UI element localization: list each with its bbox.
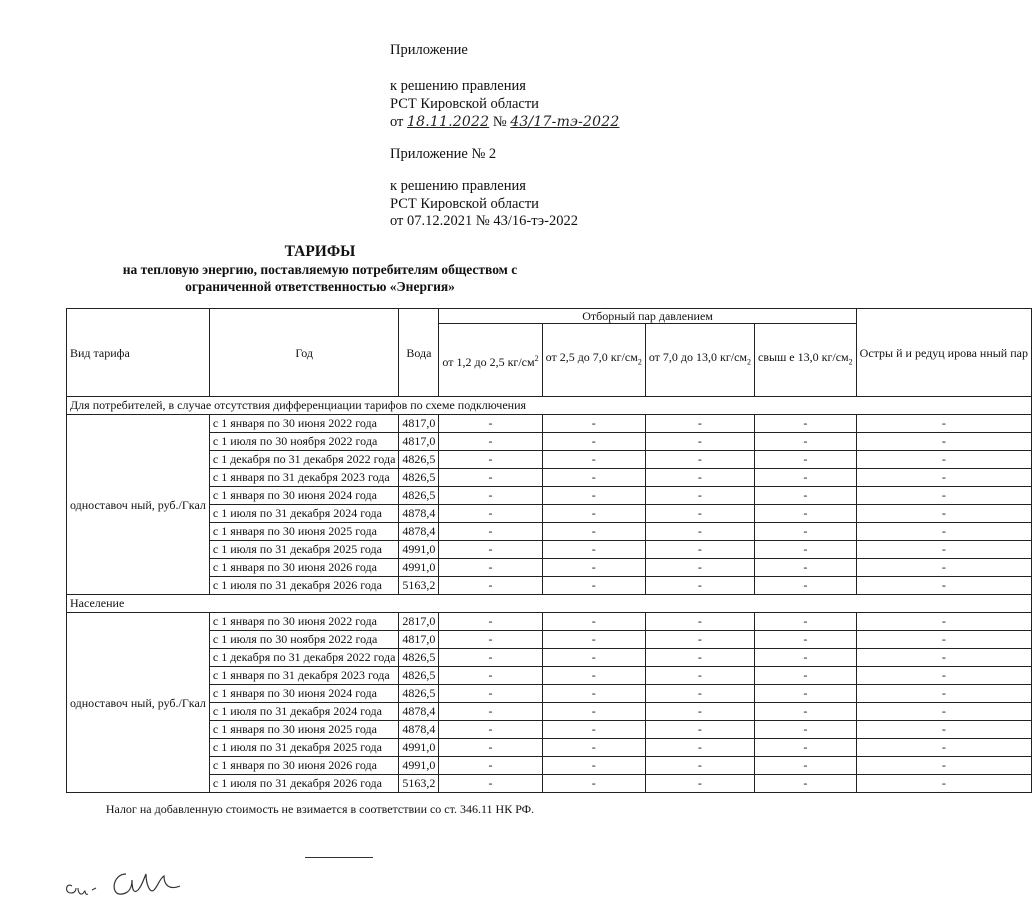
table-row bbox=[67, 613, 1032, 631]
water-tariff-cell: 4991,0 bbox=[399, 757, 439, 775]
water-tariff-cell: 2817,0 bbox=[399, 613, 439, 631]
sharp-steam-cell: - bbox=[856, 577, 1031, 595]
period-cell: с 1 июля по 30 ноября 2022 года bbox=[209, 631, 399, 649]
steam-p2-cell: - bbox=[542, 739, 645, 757]
table-row bbox=[67, 577, 1032, 595]
vat-note: Налог на добавленную стоимость не взимается в соответствии со ст. 346.11 НК РФ. bbox=[105, 802, 535, 816]
section-title: Население bbox=[67, 595, 1032, 613]
decision-line-1: к решению правления bbox=[390, 78, 526, 94]
steam-p2-cell: - bbox=[542, 631, 645, 649]
steam-p3-cell: - bbox=[645, 451, 754, 469]
steam-p2-cell: - bbox=[542, 577, 645, 595]
sharp-steam-cell: - bbox=[856, 559, 1031, 577]
steam-p2-cell: - bbox=[542, 613, 645, 631]
steam-p2-cell: - bbox=[542, 451, 645, 469]
steam-p3-cell: - bbox=[645, 631, 754, 649]
steam-p3-cell: - bbox=[645, 757, 754, 775]
section-header-row bbox=[67, 595, 1032, 613]
water-tariff-cell: 4991,0 bbox=[399, 559, 439, 577]
table-row bbox=[67, 757, 1032, 775]
steam-p3-cell: - bbox=[645, 577, 754, 595]
steam-p2-cell: - bbox=[542, 505, 645, 523]
handwritten-date: 18.11.2022 bbox=[407, 114, 490, 130]
steam-p3-cell: - bbox=[645, 433, 754, 451]
steam-p1-cell: - bbox=[439, 469, 542, 487]
appendix-2-title: Приложение № 2 bbox=[390, 146, 497, 162]
steam-p1-cell: - bbox=[439, 631, 542, 649]
table-row bbox=[67, 685, 1032, 703]
steam-p4-cell: - bbox=[755, 757, 857, 775]
sharp-steam-cell: - bbox=[856, 649, 1031, 667]
water-tariff-cell: 4817,0 bbox=[399, 433, 439, 451]
sharp-steam-cell: - bbox=[856, 487, 1031, 505]
steam-p1-cell: - bbox=[439, 703, 542, 721]
water-tariff-cell: 4826,5 bbox=[399, 649, 439, 667]
steam-p3-cell: - bbox=[645, 505, 754, 523]
period-cell: с 1 января по 30 июня 2026 года bbox=[209, 559, 399, 577]
steam-p3-cell: - bbox=[645, 415, 754, 433]
water-tariff-cell: 4817,0 bbox=[399, 631, 439, 649]
steam-p2-cell: - bbox=[542, 649, 645, 667]
period-cell: с 1 января по 30 июня 2026 года bbox=[209, 757, 399, 775]
steam-p4-cell: - bbox=[755, 739, 857, 757]
steam-p1-cell: - bbox=[439, 559, 542, 577]
period-cell: с 1 января по 31 декабря 2023 года bbox=[209, 469, 399, 487]
steam-p2-cell: - bbox=[542, 757, 645, 775]
steam-p3-cell: - bbox=[645, 667, 754, 685]
period-cell: с 1 января по 30 июня 2024 года bbox=[209, 487, 399, 505]
steam-p4-cell: - bbox=[755, 523, 857, 541]
steam-p1-cell: - bbox=[439, 649, 542, 667]
sharp-steam-cell: - bbox=[856, 505, 1031, 523]
tariff-table-body bbox=[67, 397, 1032, 793]
steam-p3-cell: - bbox=[645, 523, 754, 541]
sharp-steam-cell: - bbox=[856, 757, 1031, 775]
sharp-steam-cell: - bbox=[856, 631, 1031, 649]
period-cell: с 1 июля по 31 декабря 2026 года bbox=[209, 577, 399, 595]
steam-p1-cell: - bbox=[439, 613, 542, 631]
col-header-steam-group: Отборный пар давлением bbox=[439, 309, 856, 324]
steam-p4-cell: - bbox=[755, 775, 857, 793]
period-cell: с 1 июля по 30 ноября 2022 года bbox=[209, 433, 399, 451]
water-tariff-cell: 4878,4 bbox=[399, 703, 439, 721]
steam-p1-cell: - bbox=[439, 523, 542, 541]
steam-p1-cell: - bbox=[439, 433, 542, 451]
number-label: № bbox=[492, 114, 507, 130]
sharp-steam-cell: - bbox=[856, 433, 1031, 451]
steam-p1-cell: - bbox=[439, 451, 542, 469]
steam-p1-cell: - bbox=[439, 487, 542, 505]
col-header-p1: от 1,2 до 2,5 $кг/см^2$ bbox=[439, 324, 542, 397]
steam-p4-cell: - bbox=[755, 487, 857, 505]
steam-p3-cell: - bbox=[645, 685, 754, 703]
steam-p4-cell: - bbox=[755, 649, 857, 667]
table-row bbox=[67, 523, 1032, 541]
steam-p1-cell: - bbox=[439, 415, 542, 433]
steam-p1-cell: - bbox=[439, 505, 542, 523]
period-cell: с 1 января по 30 июня 2025 года bbox=[209, 523, 399, 541]
table-row bbox=[67, 469, 1032, 487]
steam-p4-cell: - bbox=[755, 559, 857, 577]
tariff-kind-cell: одноставоч ный, руб./Гкал bbox=[67, 415, 210, 595]
period-cell: с 1 января по 31 декабря 2023 года bbox=[209, 667, 399, 685]
water-tariff-cell: 4991,0 bbox=[399, 541, 439, 559]
water-tariff-cell: 4878,4 bbox=[399, 505, 439, 523]
steam-p2-cell: - bbox=[542, 487, 645, 505]
sharp-steam-cell: - bbox=[856, 523, 1031, 541]
steam-p1-cell: - bbox=[439, 541, 542, 559]
steam-p2-cell: - bbox=[542, 721, 645, 739]
steam-p4-cell: - bbox=[755, 433, 857, 451]
steam-p4-cell: - bbox=[755, 469, 857, 487]
table-row bbox=[67, 631, 1032, 649]
steam-p2-cell: - bbox=[542, 541, 645, 559]
steam-p1-cell: - bbox=[439, 757, 542, 775]
water-tariff-cell: 4826,5 bbox=[399, 667, 439, 685]
header-row-1 bbox=[67, 309, 1032, 324]
sharp-steam-cell: - bbox=[856, 721, 1031, 739]
section-title: Для потребителей, в случае отсутствия дифференциации тарифов по схеме подключения bbox=[67, 397, 1032, 415]
water-tariff-cell: 4991,0 bbox=[399, 739, 439, 757]
decision2-line-1: к решению правления bbox=[390, 178, 526, 194]
steam-p4-cell: - bbox=[755, 685, 857, 703]
col-header-p2: от 2,5 до 7,0 $кг/см_2$ bbox=[542, 324, 645, 397]
steam-p4-cell: - bbox=[755, 667, 857, 685]
period-cell: с 1 декабря по 31 декабря 2022 года bbox=[209, 649, 399, 667]
table-row bbox=[67, 487, 1032, 505]
steam-p2-cell: - bbox=[542, 415, 645, 433]
from-label: от bbox=[390, 114, 404, 130]
steam-p4-cell: - bbox=[755, 505, 857, 523]
table-row bbox=[67, 775, 1032, 793]
table-row bbox=[67, 703, 1032, 721]
steam-p3-cell: - bbox=[645, 703, 754, 721]
col-header-p4: свыш е 13,0 $кг/см_2$ bbox=[755, 324, 857, 397]
steam-p4-cell: - bbox=[755, 541, 857, 559]
sharp-steam-cell: - bbox=[856, 703, 1031, 721]
steam-p1-cell: - bbox=[439, 685, 542, 703]
sharp-steam-cell: - bbox=[856, 451, 1031, 469]
sharp-steam-cell: - bbox=[856, 415, 1031, 433]
steam-p3-cell: - bbox=[645, 721, 754, 739]
steam-p1-cell: - bbox=[439, 577, 542, 595]
col-header-water: Вода bbox=[399, 309, 439, 397]
table-row bbox=[67, 649, 1032, 667]
steam-p4-cell: - bbox=[755, 721, 857, 739]
handwritten-number: 43/17-тэ-2022 bbox=[510, 114, 620, 130]
steam-p1-cell: - bbox=[439, 667, 542, 685]
steam-p1-cell: - bbox=[439, 721, 542, 739]
period-cell: с 1 января по 30 июня 2025 года bbox=[209, 721, 399, 739]
water-tariff-cell: 5163,2 bbox=[399, 775, 439, 793]
period-cell: с 1 января по 30 июня 2024 года bbox=[209, 685, 399, 703]
steam-p2-cell: - bbox=[542, 703, 645, 721]
table-row bbox=[67, 559, 1032, 577]
table-row bbox=[67, 667, 1032, 685]
steam-p4-cell: - bbox=[755, 415, 857, 433]
col-header-year: Год bbox=[209, 309, 399, 397]
steam-p2-cell: - bbox=[542, 523, 645, 541]
period-cell: с 1 июля по 31 декабря 2025 года bbox=[209, 739, 399, 757]
decision2-line-3: от 07.12.2021 № 43/16-тэ-2022 bbox=[390, 213, 578, 229]
sharp-steam-cell: - bbox=[856, 469, 1031, 487]
sharp-steam-cell: - bbox=[856, 613, 1031, 631]
tariff-kind-cell: одноставоч ный, руб./Гкал bbox=[67, 613, 210, 793]
period-cell: с 1 января по 30 июня 2022 года bbox=[209, 415, 399, 433]
table-row bbox=[67, 415, 1032, 433]
steam-p1-cell: - bbox=[439, 739, 542, 757]
steam-p3-cell: - bbox=[645, 541, 754, 559]
steam-p2-cell: - bbox=[542, 685, 645, 703]
steam-p4-cell: - bbox=[755, 577, 857, 595]
decision-line-2: РСТ Кировской области bbox=[390, 96, 539, 112]
sharp-steam-cell: - bbox=[856, 739, 1031, 757]
table-row bbox=[67, 505, 1032, 523]
sharp-steam-cell: - bbox=[856, 541, 1031, 559]
doc-subtitle-1: на тепловую энергию, поставляемую потребителям обществом с bbox=[122, 262, 518, 277]
period-cell: с 1 июля по 31 декабря 2024 года bbox=[209, 703, 399, 721]
decision2-line-2: РСТ Кировской области bbox=[390, 196, 539, 212]
sharp-steam-cell: - bbox=[856, 775, 1031, 793]
tariff-table bbox=[66, 308, 1032, 793]
table-row bbox=[67, 541, 1032, 559]
doc-title: ТАРИФЫ bbox=[284, 243, 356, 260]
steam-p3-cell: - bbox=[645, 469, 754, 487]
table-row bbox=[67, 433, 1032, 451]
steam-p2-cell: - bbox=[542, 433, 645, 451]
water-tariff-cell: 4826,5 bbox=[399, 469, 439, 487]
decision-ref bbox=[390, 114, 619, 131]
steam-p4-cell: - bbox=[755, 613, 857, 631]
steam-p4-cell: - bbox=[755, 631, 857, 649]
period-cell: с 1 января по 30 июня 2022 года bbox=[209, 613, 399, 631]
water-tariff-cell: 5163,2 bbox=[399, 577, 439, 595]
sharp-steam-cell: - bbox=[856, 685, 1031, 703]
period-cell: с 1 июля по 31 декабря 2025 года bbox=[209, 541, 399, 559]
steam-p3-cell: - bbox=[645, 487, 754, 505]
steam-p3-cell: - bbox=[645, 775, 754, 793]
steam-p3-cell: - bbox=[645, 559, 754, 577]
sharp-steam-cell: - bbox=[856, 667, 1031, 685]
table-row bbox=[67, 451, 1032, 469]
water-tariff-cell: 4826,5 bbox=[399, 451, 439, 469]
appendix-title: Приложение bbox=[390, 42, 468, 58]
steam-p3-cell: - bbox=[645, 613, 754, 631]
steam-p4-cell: - bbox=[755, 451, 857, 469]
col-header-kind: Вид тарифа bbox=[67, 309, 210, 397]
period-cell: с 1 декабря по 31 декабря 2022 года bbox=[209, 451, 399, 469]
steam-p2-cell: - bbox=[542, 667, 645, 685]
table-row bbox=[67, 739, 1032, 757]
water-tariff-cell: 4826,5 bbox=[399, 487, 439, 505]
period-cell: с 1 июля по 31 декабря 2026 года bbox=[209, 775, 399, 793]
steam-p3-cell: - bbox=[645, 739, 754, 757]
steam-p4-cell: - bbox=[755, 703, 857, 721]
doc-subtitle-2: ограниченной ответственностью «Энергия» bbox=[185, 279, 455, 294]
period-cell: с 1 июля по 31 декабря 2024 года bbox=[209, 505, 399, 523]
separator-line bbox=[305, 857, 373, 858]
steam-p1-cell: - bbox=[439, 775, 542, 793]
handwritten-signature bbox=[60, 860, 190, 905]
col-header-p3: от 7,0 до 13,0 $кг/см_2$ bbox=[645, 324, 754, 397]
water-tariff-cell: 4878,4 bbox=[399, 523, 439, 541]
water-tariff-cell: 4826,5 bbox=[399, 685, 439, 703]
steam-p2-cell: - bbox=[542, 775, 645, 793]
water-tariff-cell: 4878,4 bbox=[399, 721, 439, 739]
steam-p2-cell: - bbox=[542, 559, 645, 577]
water-tariff-cell: 4817,0 bbox=[399, 415, 439, 433]
steam-p3-cell: - bbox=[645, 649, 754, 667]
section-header-row bbox=[67, 397, 1032, 415]
col-header-sharp-steam: Остры й и редуц ирова нный пар bbox=[856, 309, 1031, 397]
table-row bbox=[67, 721, 1032, 739]
steam-p2-cell: - bbox=[542, 469, 645, 487]
